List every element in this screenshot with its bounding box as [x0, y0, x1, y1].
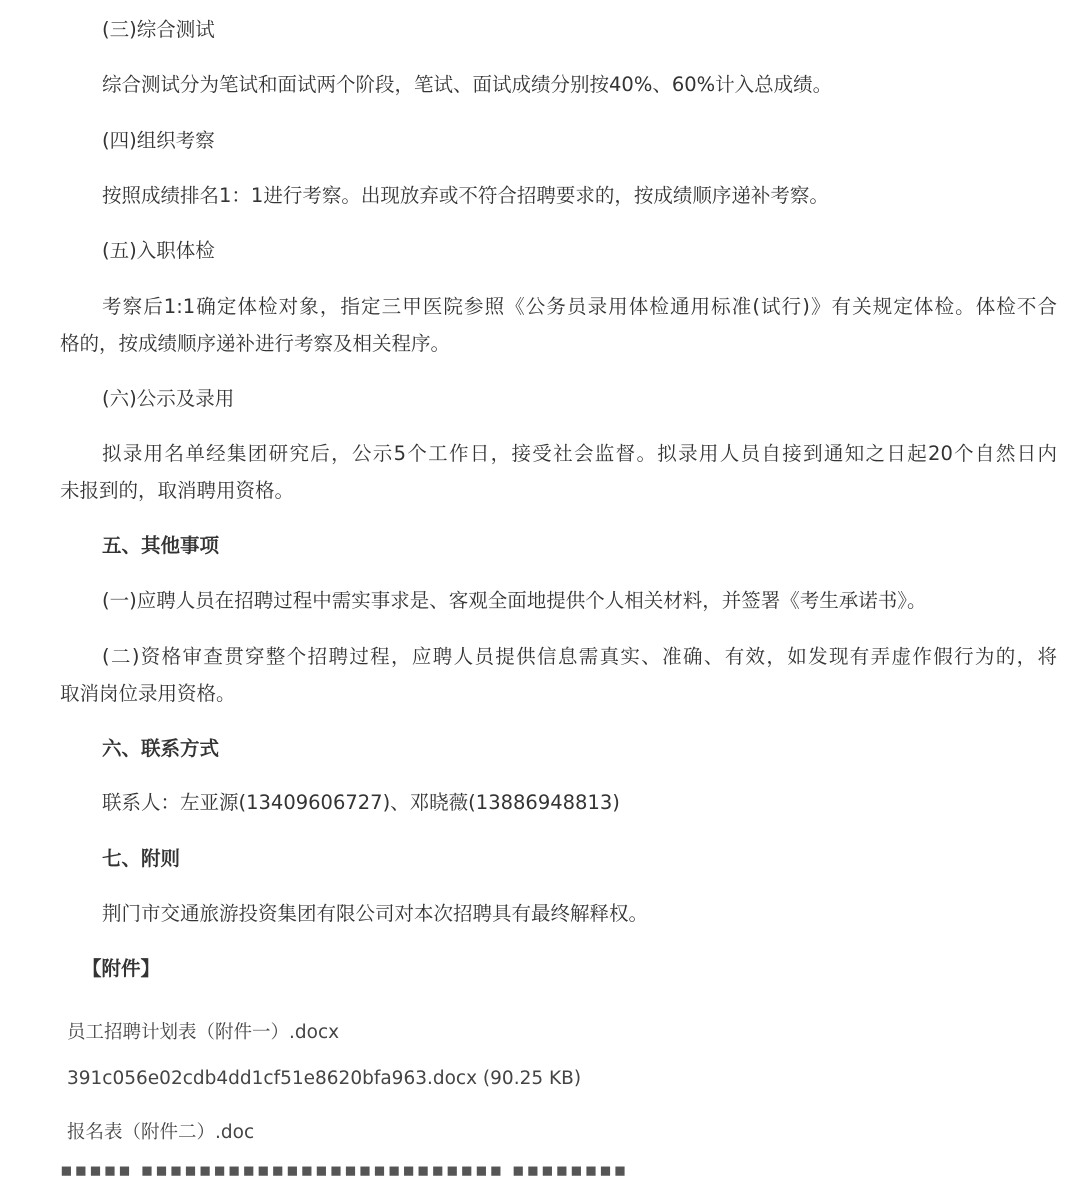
paragraph-supplementary: 荆门市交通旅游投资集团有限公司对本次招聘具有最终解释权。	[102, 902, 649, 925]
section-heading-physical-exam: (五)入职体检	[102, 239, 215, 262]
paragraph-other-item1: (一)应聘人员在招聘过程中需实事求是、客观全面地提供个人相关材料，并签署《考生承诺书》。	[102, 589, 927, 612]
attachment-2-title-link[interactable]: 报名表（附件二）.doc	[67, 1122, 255, 1143]
paragraph-physical-exam-line2: 格的，按成绩顺序递补进行考察及相关程序。	[60, 332, 451, 355]
paragraph-physical-exam-line1: 考察后1:1确定体检对象，指定三甲医院参照《公务员录用体检通用标准(试行)》有关规定体检。体检不合	[102, 295, 1057, 318]
section-heading-publicity: (六)公示及录用	[102, 387, 235, 410]
attachment-2-file-link-cropped[interactable]: ▪▪▪▪▪ ▪▪▪▪▪▪▪▪▪▪▪▪▪▪▪▪▪▪▪▪▪▪▪▪▪ ▪▪▪▪▪▪▪▪	[60, 1163, 629, 1177]
paragraph-contact: 联系人：左亚源(13409606727)、邓晓薇(13886948813)	[102, 791, 620, 814]
paragraph-publicity-line2: 未报到的，取消聘用资格。	[60, 479, 295, 502]
section-heading-other-matters: 五、其他事项	[102, 534, 220, 557]
paragraph-publicity-line1: 拟录用名单经集团研究后，公示5个工作日，接受社会监督。拟录用人员自接到通知之日起20个自然日内	[102, 442, 1057, 465]
paragraph-other-item2-line2: 取消岗位录用资格。	[60, 682, 236, 705]
attachments-heading: 【附件】	[82, 957, 161, 980]
section-heading-contact: 六、联系方式	[102, 737, 220, 760]
section-heading-comprehensive-test: (三)综合测试	[102, 18, 215, 41]
attachment-1-file-link[interactable]: 391c056e02cdb4dd1cf51e8620bfa963.docx (90.25 KB)	[67, 1068, 582, 1089]
section-heading-inspection: (四)组织考察	[102, 129, 215, 152]
section-heading-supplementary: 七、附则	[102, 847, 181, 870]
paragraph-comprehensive-test: 综合测试分为笔试和面试两个阶段，笔试、面试成绩分别按40%、60%计入总成绩。	[102, 73, 833, 96]
paragraph-inspection: 按照成绩排名1：1进行考察。出现放弃或不符合招聘要求的，按成绩顺序递补考察。	[102, 184, 829, 207]
paragraph-other-item2-line1: (二)资格审查贯穿整个招聘过程，应聘人员提供信息需真实、准确、有效，如发现有弄虚作假行为的，将	[102, 645, 1057, 668]
attachment-1-title-link[interactable]: 员工招聘计划表（附件一）.docx	[67, 1022, 340, 1043]
